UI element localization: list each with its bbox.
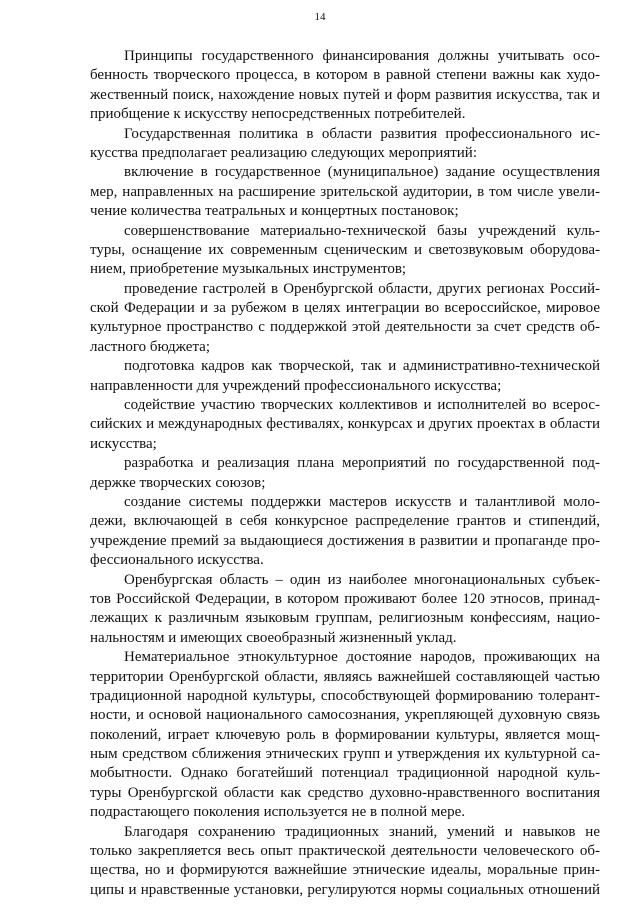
paragraph-line: нием, приобретение музыкальных инструментов; bbox=[90, 261, 407, 278]
paragraph-line: сийских и международных фестивалях, конкурсах и других проектах в области bbox=[90, 416, 600, 433]
paragraph-line: направленности для учреждений профессионального искусства; bbox=[90, 377, 502, 394]
paragraph-line: ным средством сближения этнических групп и утверждения их культурной са- bbox=[90, 746, 600, 763]
paragraph-line: приобщение к искусству непосредственных потребителей. bbox=[90, 106, 466, 123]
paragraph-line: включение в государственное (муниципальное) задание осуществления bbox=[124, 164, 600, 181]
paragraph-line: кусства предполагает реализацию следующих мероприятий: bbox=[90, 144, 477, 161]
paragraph-line: мобытности. Однако богатейший потенциал традиционной народной куль- bbox=[90, 765, 600, 782]
paragraph-line: традиционной народной культуры, способствующей формированию толерант- bbox=[90, 687, 600, 704]
paragraph-line: поколений, играет ключевую роль в формировании культуры, является мощ- bbox=[90, 726, 600, 743]
paragraph-line: разработка и реализация плана мероприятий по государственной под- bbox=[124, 455, 600, 472]
page-number: 14 bbox=[314, 11, 326, 23]
paragraph-line: держке творческих союзов; bbox=[90, 474, 266, 491]
paragraph bbox=[90, 163, 600, 221]
paragraph bbox=[90, 823, 600, 901]
paragraph-line: нальностям и имеющих своеобразный жизненный уклад. bbox=[90, 629, 457, 646]
paragraph-line: искусства; bbox=[90, 435, 157, 452]
paragraph-line: содействие участию творческих коллективов и исполнителей во всерос- bbox=[124, 397, 600, 414]
paragraph bbox=[90, 357, 600, 396]
paragraph bbox=[90, 493, 600, 571]
paragraph-line: Государственная политика в области развития профессионального ис- bbox=[124, 125, 600, 142]
paragraph-line: бенность творческого процесса, в котором в равной степени важны как худо- bbox=[90, 67, 600, 84]
paragraph-line: жественный поиск, нахождение новых путей и форм развития искусства, так и bbox=[90, 86, 600, 103]
paragraph-line: ности, и основой национального самосознания, укрепляющей духовную связь bbox=[90, 707, 600, 724]
paragraph-line: туры, оснащение их современным сценическим и светозвуковым оборудова- bbox=[90, 241, 600, 258]
paragraph-line: подрастающего поколения используется не в полной мере. bbox=[90, 804, 465, 821]
paragraph-line: туры Оренбургской области как средство духовно-нравственного воспитания bbox=[90, 784, 600, 801]
paragraph-line: учреждение премий за выдающиеся достижения в развитии и пропаганде про- bbox=[90, 532, 600, 549]
paragraph-line: проведение гастролей в Оренбургской области, других регионах Россий- bbox=[124, 280, 600, 297]
paragraph-line: Нематериальное этнокультурное достояние народов, проживающих на bbox=[124, 649, 600, 666]
paragraph-line: Благодаря сохранению традиционных знаний, умений и навыков не bbox=[124, 823, 600, 840]
paragraph-line: чение количества театральных и концертных постановок; bbox=[90, 203, 459, 220]
paragraph-line: создание системы поддержки мастеров искусств и талантливой моло- bbox=[124, 493, 600, 510]
paragraph bbox=[90, 571, 600, 649]
paragraph-line: лежащих к различным языковым группам, религиозным конфессиям, нацио- bbox=[90, 610, 600, 627]
paragraph-line: только закрепляется весь опыт практической деятельности человеческого об- bbox=[90, 843, 600, 860]
paragraph bbox=[90, 396, 600, 454]
paragraph-line: Оренбургская область – один из наиболее многонациональных субъек- bbox=[124, 571, 600, 588]
paragraph-line: Принципы государственного финансирования должны учитывать осо- bbox=[124, 48, 600, 64]
paragraph bbox=[90, 454, 600, 493]
body-text bbox=[90, 47, 600, 900]
paragraph bbox=[90, 47, 600, 125]
paragraph-line: ской Федерации и за рубежом в целях интеграции во всероссийское, мировое bbox=[90, 300, 600, 317]
paragraph-line: мер, направленных на расширение зрительской аудитории, в том числе увели- bbox=[90, 183, 600, 200]
paragraph-line: культурное пространство с поддержкой этой деятельности за счет средств об- bbox=[90, 319, 600, 336]
paragraph-line: дежи, включающей в себя конкурсное распределение грантов и стипендий, bbox=[90, 513, 600, 530]
paragraph-line: ластного бюджета; bbox=[90, 338, 211, 355]
paragraph-line: щества, но и формируются важнейшие этнические идеалы, моральные прин- bbox=[90, 862, 600, 879]
paragraph-line: фессионального искусства. bbox=[90, 552, 264, 569]
paragraph-line: ципы и нравственные установки, регулируются нормы социальных отношений bbox=[90, 881, 600, 898]
paragraph bbox=[90, 125, 600, 164]
paragraph-line: подготовка кадров как творческой, так и административно-технической bbox=[124, 358, 600, 375]
paragraph-line: территории Оренбургской области, являясь важнейшей составляющей частью bbox=[90, 668, 600, 685]
paragraph-line: совершенствование материально-технической базы учреждений куль- bbox=[124, 222, 600, 239]
paragraph bbox=[90, 222, 600, 280]
paragraph bbox=[90, 280, 600, 358]
paragraph bbox=[90, 648, 600, 823]
paragraph-line: тов Российской Федерации, в котором проживают более 120 этносов, принад- bbox=[90, 590, 600, 607]
